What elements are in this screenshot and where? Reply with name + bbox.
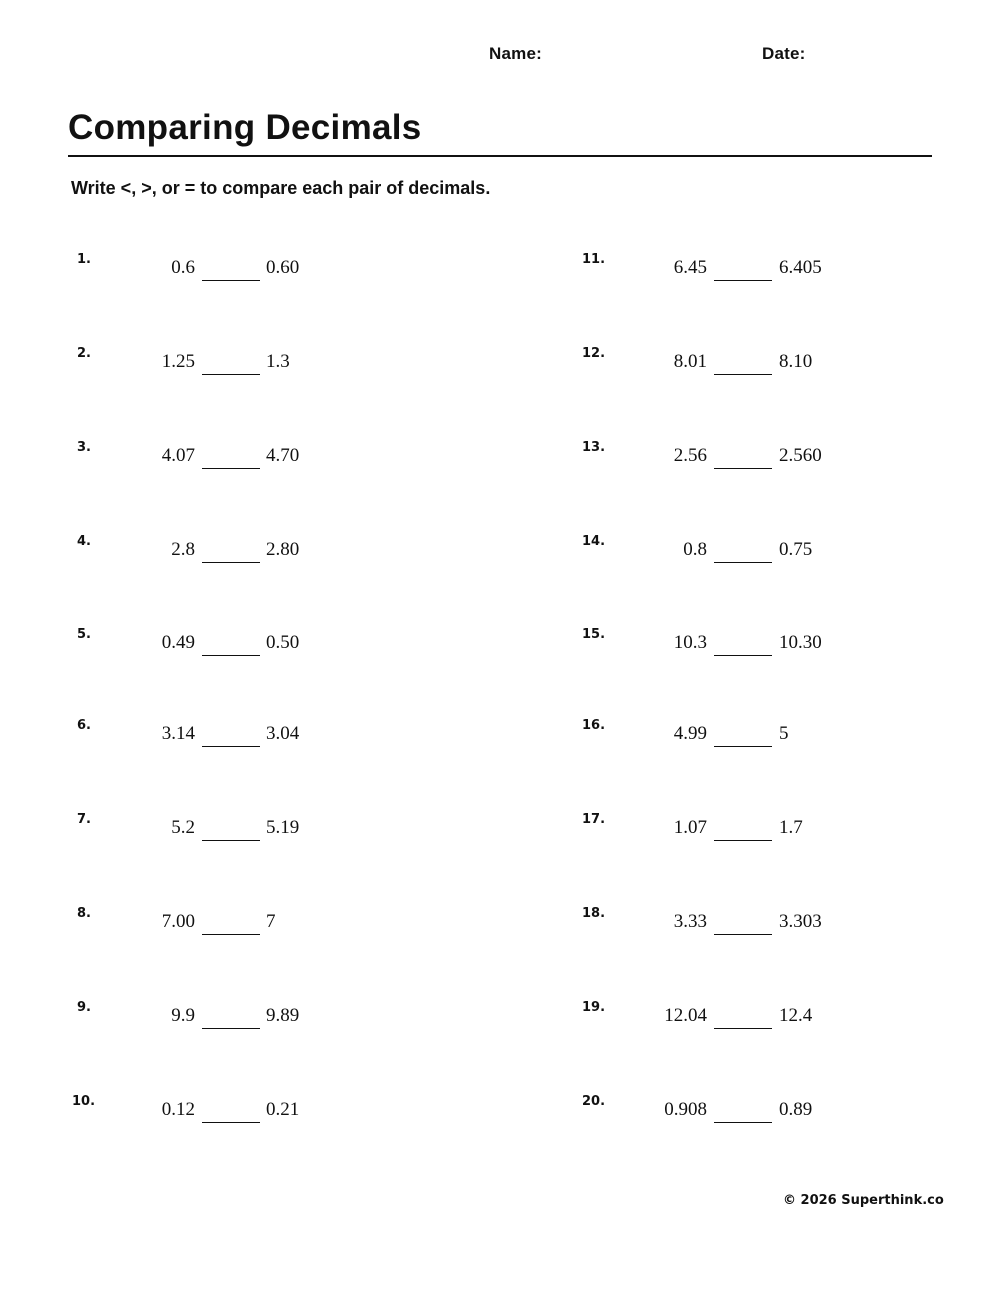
left-value-box xyxy=(75,346,195,386)
left-value-box xyxy=(75,627,195,667)
problem-number: 11. xyxy=(582,252,606,267)
problem-item xyxy=(580,1094,880,1154)
left-decimal: 5.2 xyxy=(171,817,195,838)
problem-item xyxy=(70,1000,370,1060)
answer-blank[interactable] xyxy=(202,374,260,375)
left-decimal: 6.45 xyxy=(673,257,707,278)
answer-blank[interactable] xyxy=(202,840,260,841)
problem-number: 20. xyxy=(582,1094,606,1109)
left-decimal: 4.99 xyxy=(673,723,707,744)
left-value-box xyxy=(585,440,707,480)
right-decimal: 0.50 xyxy=(266,632,300,653)
problem-number: 16. xyxy=(582,718,606,733)
left-value-box xyxy=(75,252,195,292)
problem-number: 4. xyxy=(77,534,91,549)
problem-number: 7. xyxy=(77,812,91,827)
problem-item xyxy=(580,1000,880,1060)
problem-number: 14. xyxy=(582,534,606,549)
answer-blank[interactable] xyxy=(202,655,260,656)
problem-number: 15. xyxy=(582,627,606,642)
left-value-box xyxy=(585,1094,707,1134)
problem-number: 1. xyxy=(77,252,91,267)
problem-item xyxy=(580,440,880,500)
left-value-box xyxy=(585,627,707,667)
right-decimal: 0.75 xyxy=(779,539,813,560)
right-decimal: 7 xyxy=(266,911,276,932)
left-value-box xyxy=(585,346,707,386)
right-decimal: 8.10 xyxy=(779,351,813,372)
problem-number: 10. xyxy=(72,1094,96,1109)
answer-blank[interactable] xyxy=(714,934,772,935)
right-decimal: 5 xyxy=(779,723,789,744)
right-decimal: 5.19 xyxy=(266,817,300,838)
problem-item xyxy=(70,718,370,778)
right-decimal: 4.70 xyxy=(266,445,300,466)
right-decimal: 0.21 xyxy=(266,1099,300,1120)
problem-number: 19. xyxy=(582,1000,606,1015)
left-decimal: 1.07 xyxy=(673,817,707,838)
answer-blank[interactable] xyxy=(714,655,772,656)
problem-number: 9. xyxy=(77,1000,91,1015)
problem-item xyxy=(580,346,880,406)
left-decimal: 12.04 xyxy=(664,1005,707,1026)
left-decimal: 8.01 xyxy=(673,351,707,372)
problem-item xyxy=(70,534,370,594)
left-value-box xyxy=(75,812,195,852)
problem-item xyxy=(580,252,880,312)
page-title: Comparing Decimals xyxy=(68,108,422,147)
left-value-box xyxy=(75,440,195,480)
title-divider xyxy=(68,155,932,157)
answer-blank[interactable] xyxy=(202,468,260,469)
right-decimal: 3.303 xyxy=(779,911,822,932)
problem-item xyxy=(70,627,370,687)
left-decimal: 1.25 xyxy=(161,351,195,372)
left-decimal: 3.14 xyxy=(161,723,195,744)
right-decimal: 1.3 xyxy=(266,351,290,372)
left-value-box xyxy=(585,534,707,574)
left-decimal: 7.00 xyxy=(161,911,195,932)
problem-item xyxy=(580,627,880,687)
answer-blank[interactable] xyxy=(202,1028,260,1029)
right-decimal: 2.560 xyxy=(779,445,822,466)
problem-number: 6. xyxy=(77,718,91,733)
answer-blank[interactable] xyxy=(714,746,772,747)
left-decimal: 0.12 xyxy=(161,1099,195,1120)
left-decimal: 0.49 xyxy=(161,632,195,653)
problem-item xyxy=(70,906,370,966)
date-label: Date: xyxy=(762,44,806,63)
problem-number: 13. xyxy=(582,440,606,455)
left-value-box xyxy=(585,812,707,852)
problem-item xyxy=(580,812,880,872)
problem-number: 18. xyxy=(582,906,606,921)
answer-blank[interactable] xyxy=(202,1122,260,1123)
problem-item xyxy=(70,1094,370,1154)
problem-item xyxy=(70,346,370,406)
name-label: Name: xyxy=(489,44,542,63)
left-decimal: 2.8 xyxy=(171,539,195,560)
left-decimal: 0.908 xyxy=(664,1099,707,1120)
answer-blank[interactable] xyxy=(202,280,260,281)
left-decimal: 4.07 xyxy=(161,445,195,466)
problem-number: 17. xyxy=(582,812,606,827)
answer-blank[interactable] xyxy=(714,562,772,563)
answer-blank[interactable] xyxy=(202,934,260,935)
problem-item xyxy=(70,812,370,872)
left-decimal: 2.56 xyxy=(673,445,707,466)
left-value-box xyxy=(75,1000,195,1040)
left-decimal: 3.33 xyxy=(673,911,707,932)
problem-item xyxy=(580,534,880,594)
answer-blank[interactable] xyxy=(714,840,772,841)
left-decimal: 0.6 xyxy=(171,257,195,278)
left-value-box xyxy=(75,534,195,574)
answer-blank[interactable] xyxy=(714,1028,772,1029)
right-decimal: 9.89 xyxy=(266,1005,300,1026)
right-decimal: 1.7 xyxy=(779,817,803,838)
problem-item xyxy=(70,440,370,500)
problem-item xyxy=(580,906,880,966)
problem-number: 8. xyxy=(77,906,91,921)
left-value-box xyxy=(585,252,707,292)
left-value-box xyxy=(75,906,195,946)
left-value-box xyxy=(75,1094,195,1134)
right-decimal: 12.4 xyxy=(779,1005,813,1026)
left-value-box xyxy=(75,718,195,758)
problem-number: 12. xyxy=(582,346,606,361)
right-decimal: 0.60 xyxy=(266,257,300,278)
answer-blank[interactable] xyxy=(714,1122,772,1123)
instructions: Write <, >, or = to compare each pair of decimals. xyxy=(71,178,491,198)
right-decimal: 10.30 xyxy=(779,632,822,653)
answer-blank[interactable] xyxy=(714,468,772,469)
right-decimal: 0.89 xyxy=(779,1099,813,1120)
problem-item xyxy=(580,718,880,778)
left-value-box xyxy=(585,1000,707,1040)
answer-blank[interactable] xyxy=(202,746,260,747)
problem-number: 3. xyxy=(77,440,91,455)
problem-number: 5. xyxy=(77,627,91,642)
right-decimal: 3.04 xyxy=(266,723,300,744)
answer-blank[interactable] xyxy=(714,374,772,375)
copyright-footer: © 2026 Superthink.co xyxy=(783,1193,944,1208)
left-decimal: 9.9 xyxy=(171,1005,195,1026)
right-decimal: 6.405 xyxy=(779,257,822,278)
right-decimal: 2.80 xyxy=(266,539,300,560)
problem-number: 2. xyxy=(77,346,91,361)
answer-blank[interactable] xyxy=(714,280,772,281)
left-decimal: 0.8 xyxy=(683,539,707,560)
left-decimal: 10.3 xyxy=(673,632,707,653)
left-value-box xyxy=(585,718,707,758)
left-value-box xyxy=(585,906,707,946)
answer-blank[interactable] xyxy=(202,562,260,563)
problem-item xyxy=(70,252,370,312)
